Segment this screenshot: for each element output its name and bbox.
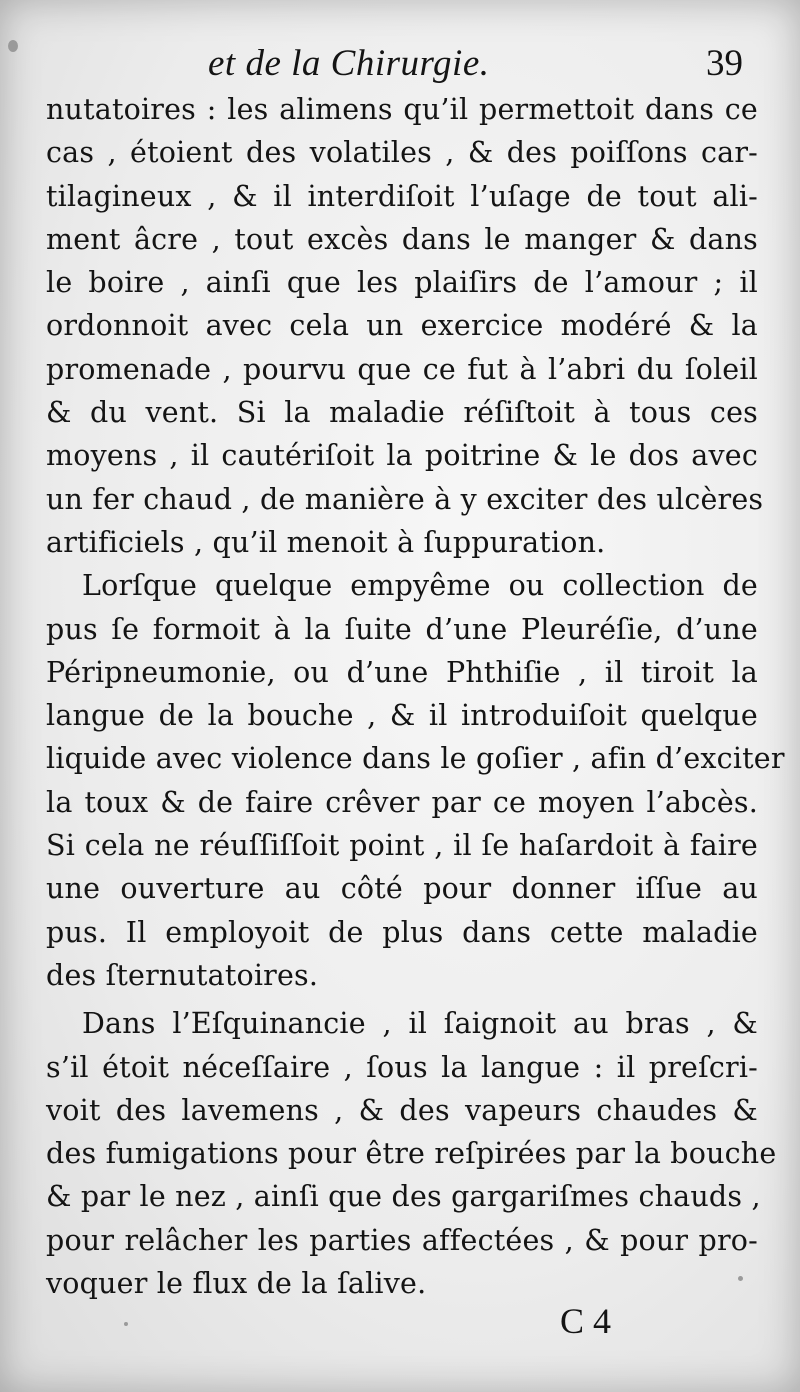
text-line: ordonnoit avec cela un exercice modéré & la: [46, 309, 758, 343]
paragraph-end-line: artificiels , qu’il menoit à ſuppuration.: [46, 525, 606, 559]
paragraph-end-line: des ſternutatoires.: [46, 958, 319, 992]
text-line: tilagineux , & il interdiſoit l’uſage de tout ali-: [46, 179, 758, 213]
text-line: liquide avec violence dans le goſier , afin d’exciter: [46, 742, 785, 776]
text-line: s’il étoit néceſſaire , ſous la langue : il preſcri-: [46, 1050, 758, 1084]
text-line: la toux & de faire crêver par ce moyen l’abcès.: [46, 785, 758, 819]
text-line: promenade , pourvu que ce fut à l’abri du ſoleil: [46, 352, 758, 386]
paragraph-start-line: Lorſque quelque empyême ou collection de: [82, 569, 758, 603]
text-line: & du vent. Si la maladie réſiſtoit à tous ces: [46, 396, 758, 430]
text-line: une ouverture au côté pour donner iſſue au: [46, 872, 758, 906]
text-line: un fer chaud , de manière à y exciter des ulcères: [46, 482, 764, 516]
text-line: moyens , il cautériſoit la poitrine & le dos avec: [46, 439, 758, 473]
body-text: [46, 88, 785, 1305]
text-line: cas , étoient des volatiles , & des poiſſons car-: [46, 136, 758, 170]
text-line: pus ſe formoit à la ſuite d’une Pleuréſie, d’une: [46, 612, 758, 646]
signature-mark: C 4: [560, 1301, 612, 1341]
running-title: et de la Chirurgie.: [208, 43, 490, 84]
text-line: pus. Il employoit de plus dans cette maladie: [46, 915, 758, 949]
paper-speck: [124, 1322, 128, 1326]
text-line: voit des lavemens , & des vapeurs chaudes &: [46, 1093, 758, 1127]
text-line: pour relâcher les parties affectées , & pour pro-: [46, 1223, 758, 1257]
text-line: Si cela ne réuſſiſſoit point , il ſe haſardoit à faire: [46, 829, 758, 863]
text-line: Péripneumonie, ou d’une Phthiſie , il tiroit la: [46, 655, 758, 689]
running-head: [0, 38, 800, 88]
paragraph-start-line: Dans l’Eſquinancie , il ſaignoit au bras , &: [82, 1007, 758, 1041]
text-line: nutatoires : les alimens qu’il permettoit dans ce: [46, 93, 758, 126]
page-number: 39: [706, 43, 743, 84]
text-line: langue de la bouche , & il introduiſoit quelque: [46, 699, 758, 733]
paragraph-end-line: voquer le flux de la ſalive.: [46, 1267, 427, 1301]
text-line: & par le nez , ainſi que des gargariſmes chauds ,: [46, 1180, 761, 1214]
text-line: le boire , ainſi que les plaiſirs de l’amour ; il: [46, 266, 758, 300]
text-line: des fumigations pour être reſpirées par la bouche: [46, 1137, 777, 1171]
text-line: ment âcre , tout excès dans le manger & dans: [46, 222, 758, 256]
